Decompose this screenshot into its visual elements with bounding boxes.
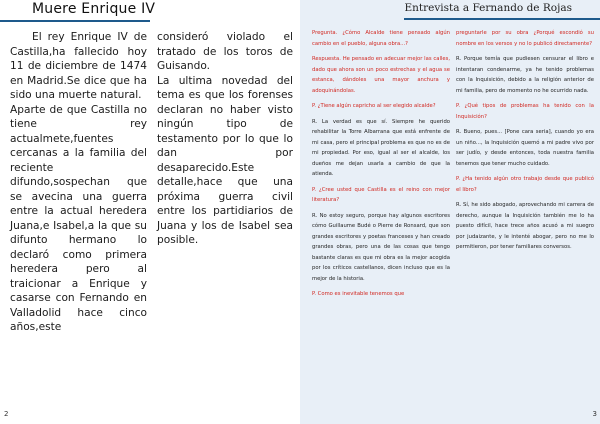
interview-question: P. ¿Tiene algún capricho al ser elegido alcalde? — [312, 103, 436, 109]
title-underline — [404, 18, 600, 20]
article-column-1 — [10, 30, 147, 335]
interview-question: P. ¿Qué tipos de problemas ha tenido con la Inquisición? — [456, 103, 594, 120]
interview-question: preguntarle por su obra ¿Porqué escondió su nombre en los versos y no lo publicó directamente? — [456, 30, 594, 47]
interview-question: P. ¿Ha tenido algún otro trabajo desde que publicó el libro? — [456, 176, 594, 193]
article-title: Muere Enrique IV — [32, 1, 156, 17]
interview-answer: R. Porque temía que pudiesen censurar el libro e intentaran condenarme, ya he tenido problemas con la Inquisición, debido a la religión anterior de mi familia, pero de momento no he ocurrido nada. — [456, 56, 594, 94]
interview-column-2 — [456, 28, 594, 258]
interview-answer: R. La verdad es que sí. Siempre he querido rehabilitar la Torre Albarrana que está enfrente de mi casa, pero el principal problema es que no es de mi propiedad. Por eso, igual al ser el alcalde, los dueños me dejan usarla a cambio de que la atienda. — [312, 118, 450, 177]
interview-question: P. ¿Cree usted que Castilla es el reino con mejor literatura? — [312, 186, 450, 203]
article-paragraph: Aparte de que Castilla no tiene rey actualmete,fuentes cercanas a la familia del reciente difundo,sospechan que se avecina una guerra entre la actual heredera Juana,e Isabel,a la que su difunto hermano lo declaró como primera heredera pero al traicionar a Enrique y casarse con Fernando en Valladolid hace cinco años,este — [10, 103, 147, 333]
page-number: 3 — [592, 410, 597, 418]
interview-answer: R. No estoy seguro, porque hay algunos escritores cómo Guillaume Budé o Pierre de Ronsard, que son grandes escritores y poetas franceses y han creado grandes obras, pero una de las cosas que tengo bastante claras es que mi obra es la mejor acogida por los críticos castellanos, dicen incluso que es la mejor de la historia. — [312, 212, 450, 282]
interview-title: Entrevista a Fernando de Rojas — [404, 2, 572, 14]
right-page — [300, 0, 600, 424]
article-paragraph: consideró violado el tratado de los toros de Guisando. — [157, 31, 293, 72]
article-column-2 — [157, 30, 293, 248]
interview-question: Pregunta. ¿Cómo Alcalde tiene pensado algún cambio en el pueblo, alguna obra...? — [312, 30, 450, 47]
page-number: 2 — [4, 410, 9, 418]
article-paragraph: La ultima novedad del tema es que los forenses declaran no haber visto ningún tipo de testamento por lo que lo dan por desaparecido.Este detalle,hace que una próxima guerra civil entre los partidiarios de Juana y los de Isabel sea posible. — [157, 74, 293, 246]
interview-question: P. Como es inevitable tenemos que — [312, 291, 405, 297]
interview-answer-highlight: Respuesta. He pensado en adecuar mejor las calles, dado que ahora son un poco estrechas y el agua se estanca, dándoles una mayor anchura y adoquinándolas. — [312, 56, 450, 94]
interview-answer: R. Bueno, pues... [Pone cara seria], cuando yo era un niño..., la Inquisición quemó a mi padre vivo por ser judío, y desde entonces, toda nuestra familia tenemos que tener mucho cuidado. — [456, 129, 594, 167]
title-underline — [0, 20, 150, 22]
interview-answer: R. Sí, he sido abogado, aprovechando mi carrera de derecho, aunque la Inquisición también me lo ha puesto difícil, hace trece años acusó a mi suegro por judaizante, y le intenté abogar, pero no me lo permitieron, por tener familiares conversos. — [456, 202, 594, 250]
interview-column-1 — [312, 28, 450, 305]
article-paragraph: El rey Enrique IV de Castilla,ha fallecido hoy 11 de diciembre de 1474 en Madrid.Se dice que ha sido una muerte natural. — [10, 31, 147, 101]
